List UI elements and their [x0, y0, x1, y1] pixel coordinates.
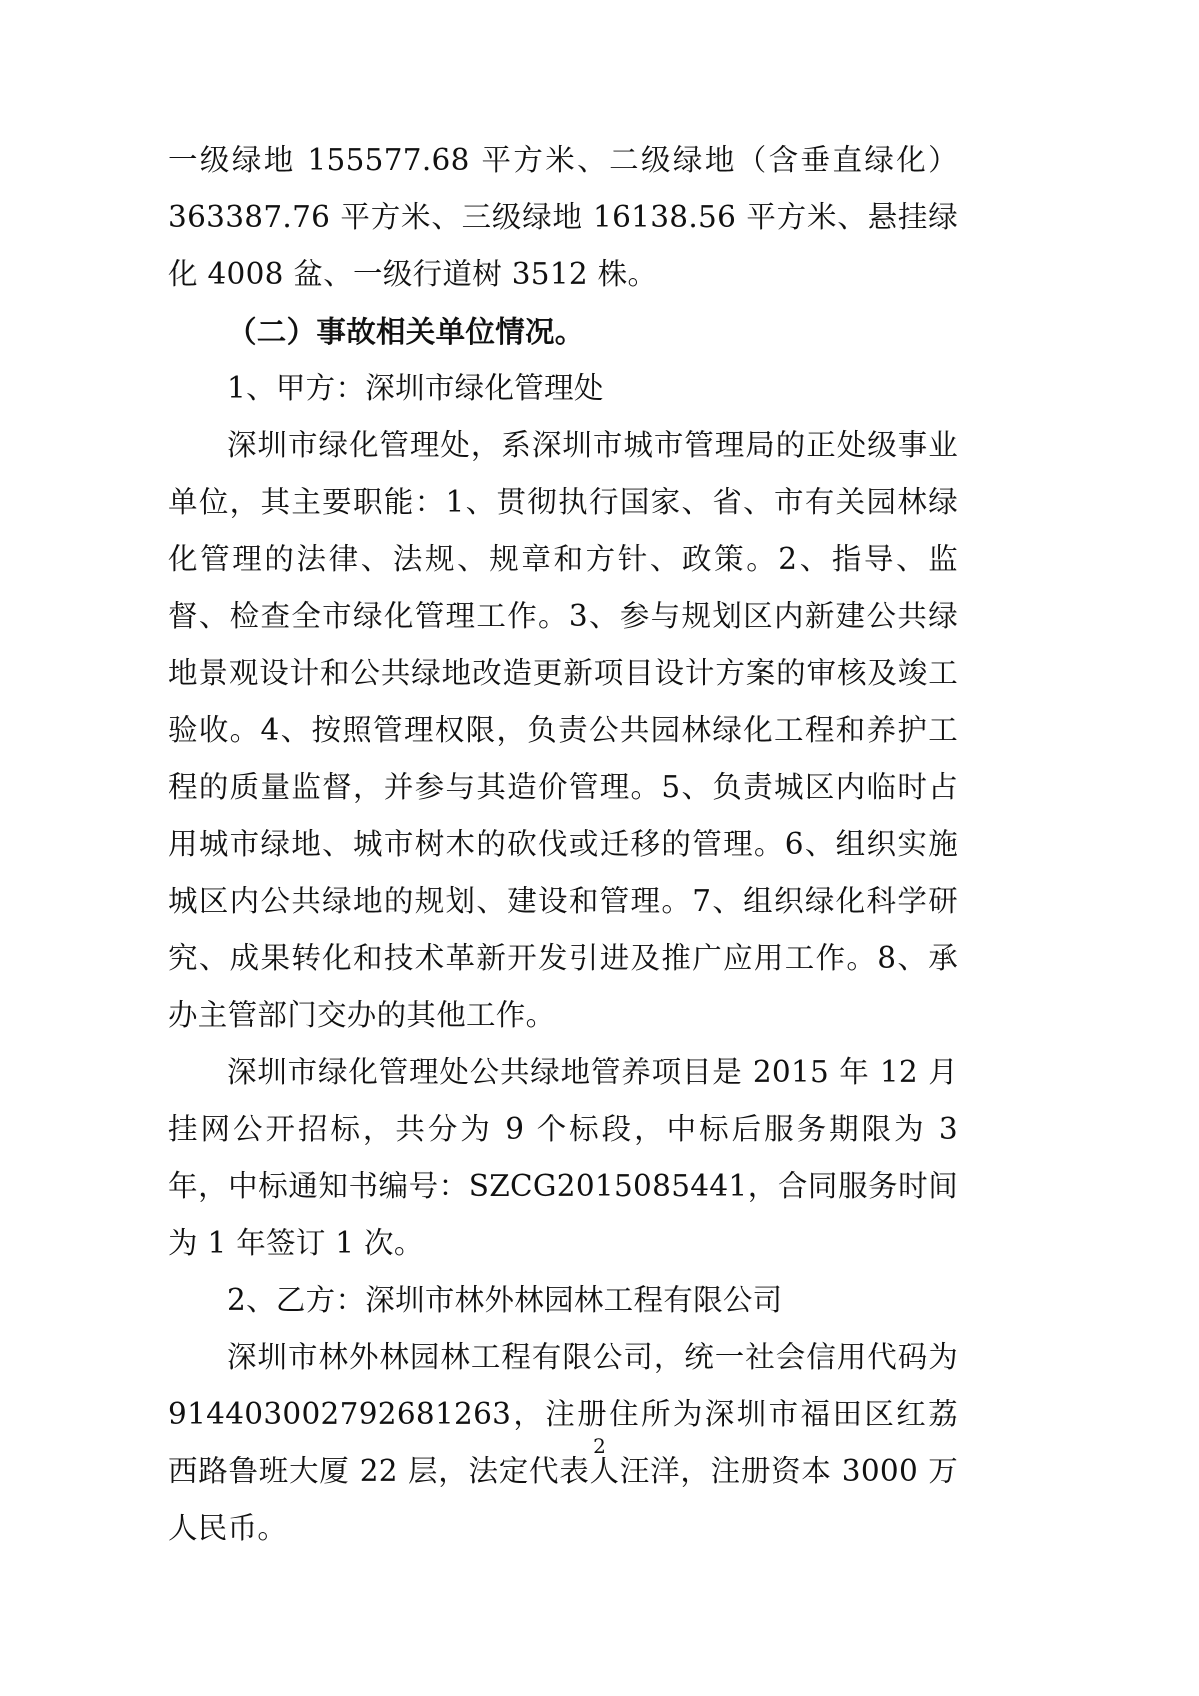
paragraph-tender-info: 深圳市绿化管理处公共绿地管养项目是 2015 年 12 月挂网公开招标，共分为 9 个标段，中标后服务期限为 3 年，中标通知书编号：SZCG2015085441，合同服务时间为 1 年签订 1 次。 [168, 1055, 968, 1260]
page-number: 2 [593, 1434, 606, 1458]
paragraph-party-b-title: 2、乙方：深圳市林外林园林工程有限公司 [227, 1283, 783, 1317]
section-heading-related-units: （二）事故相关单位情况。 [227, 314, 585, 349]
paragraph-party-a-duties: 深圳市绿化管理处，系深圳市城市管理局的正处级事业单位，其主要职能：1、贯彻执行国家、省、市有关园林绿化管理的法律、法规、规章和方针、政策。2、指导、监督、检查全市绿化管理工作。3、参与规划区内新建公共绿地景观设计和公共绿地改造更新项目设计方案的审核及竣工验收。4、按照管理权限，负责公共园林绿化工程和养护工程的质量监督，并参与其造价管理。5、负责城区内临时占用城市绿地、城市树木的砍伐或迁移的管理。6、组织实施城区内公共绿地的规划、建设和管理。7、组织绿化科学研究、成果转化和技术革新开发引进及推广应用工作。8、承办主管部门交办的其他工作。 [168, 428, 958, 1032]
paragraph-party-a-title: 1、甲方：深圳市绿化管理处 [227, 371, 604, 405]
paragraph-party-b-details: 深圳市林外林园林工程有限公司，统一社会信用代码为 914403002792681263，注册住所为深圳市福田区红荔西路鲁班大厦 22 层，法定代表人汪洋，注册资本 3000 万人民币。 [168, 1340, 968, 1545]
paragraph-green-area-stats: 一级绿地 155577.68 平方米、二级绿地（含垂直绿化）363387.76 平方米、三级绿地 16138.56 平方米、悬挂绿化 4008 盆、一级行道树 3512 株。 [168, 143, 958, 291]
document-body [168, 132, 968, 1557]
